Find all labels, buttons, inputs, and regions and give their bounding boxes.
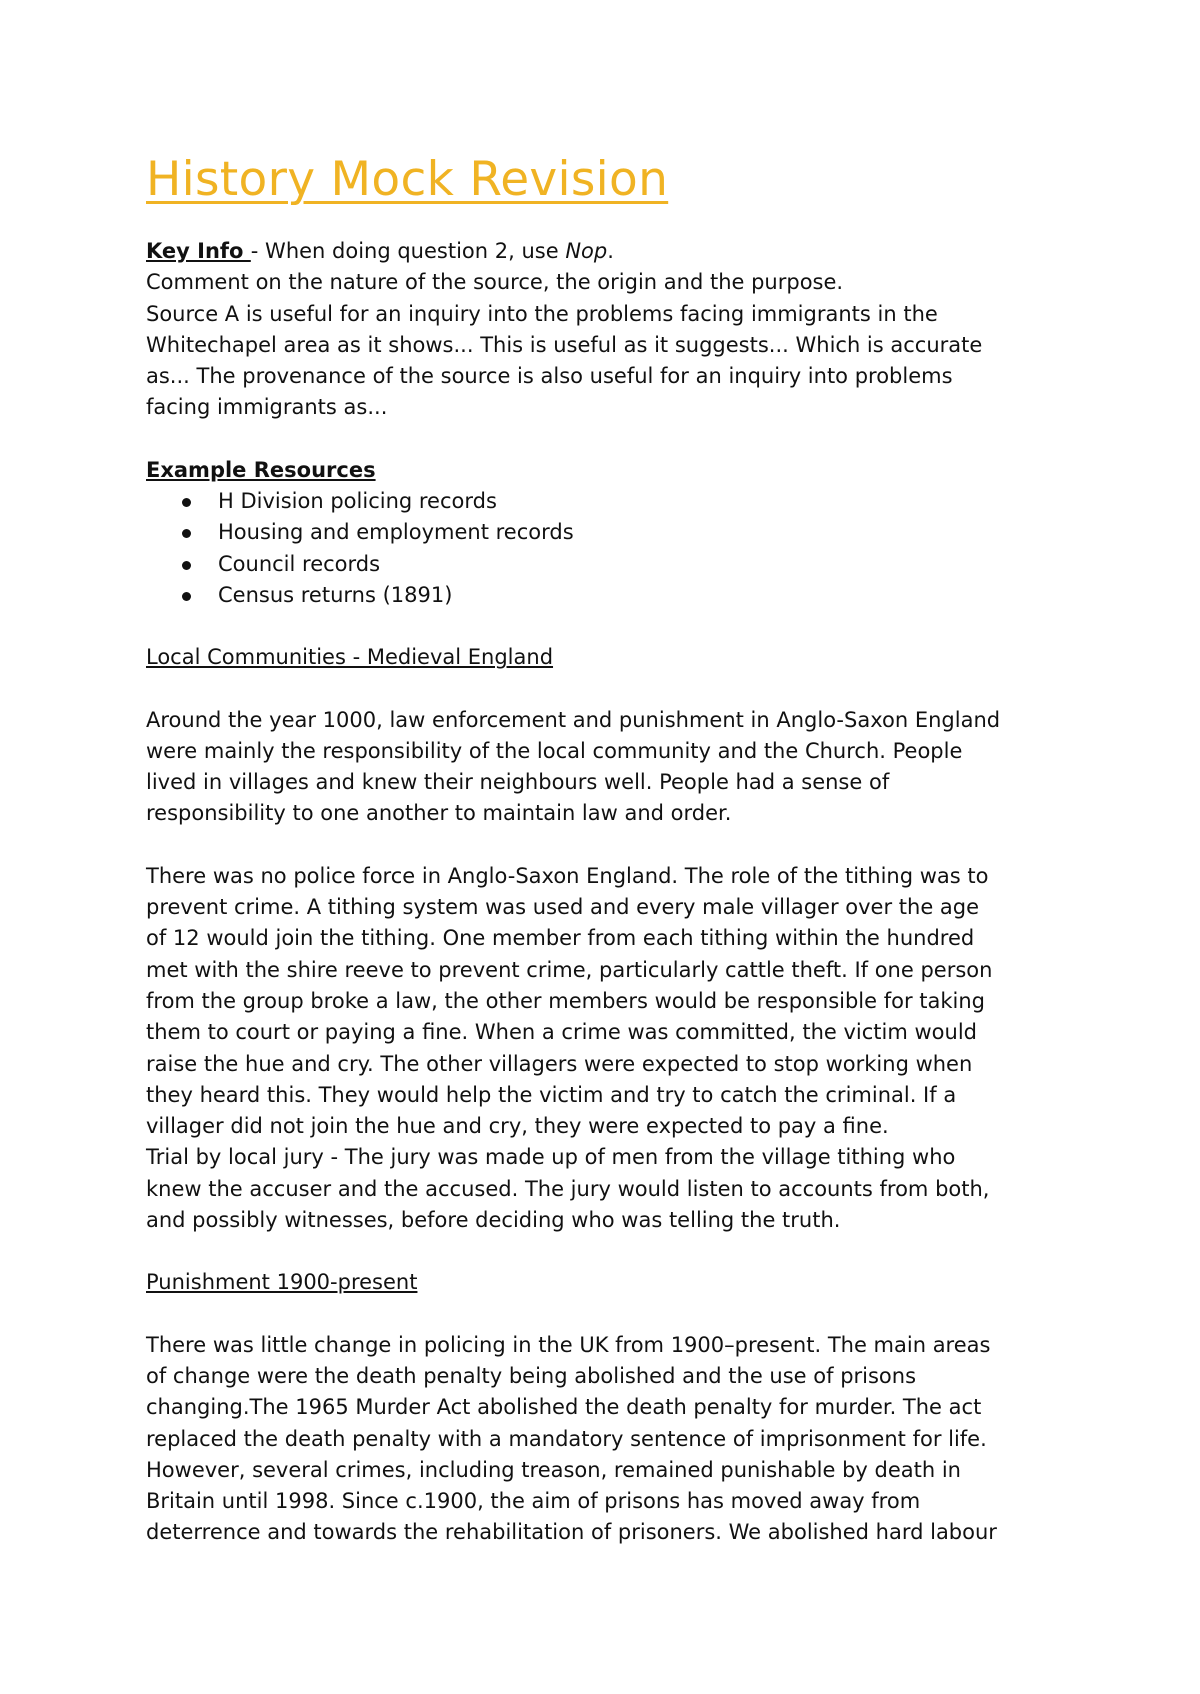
list-item-label: H Division policing records <box>218 489 497 514</box>
paragraph-line: replaced the death penalty with a mandatory sentence of imprisonment for life. <box>146 1426 987 1451</box>
paragraph-line: met with the shire reeve to prevent crime, particularly cattle theft. If one person <box>146 957 993 982</box>
local-communities-paragraph-2 <box>146 861 1086 1237</box>
paragraph-line: However, several crimes, including treason, remained punishable by death in <box>146 1457 961 1482</box>
paragraph-line: villager did not join the hue and cry, they were expected to pay a fine. <box>146 1114 889 1139</box>
local-communities-paragraph-1 <box>146 705 1086 830</box>
paragraph-line: were mainly the responsibility of the local community and the Church. People <box>146 738 963 763</box>
bullet-icon <box>182 498 191 507</box>
list-item-label: Census returns (1891) <box>218 582 453 607</box>
key-info-line <box>146 236 1086 267</box>
list-item <box>182 517 1086 548</box>
list-item <box>182 486 1086 517</box>
list-item <box>182 580 1086 611</box>
paragraph-line: There was little change in policing in the UK from 1900–present. The main areas <box>146 1332 991 1357</box>
punishment-heading <box>146 1267 1086 1298</box>
punishment-heading-text: Punishment 1900-present <box>146 1270 418 1295</box>
example-resources-heading-text: Example Resources <box>146 457 376 482</box>
bullet-icon <box>182 592 191 601</box>
key-info-text-line: Comment on the nature of the source, the origin and the purpose. <box>146 270 844 295</box>
document-page <box>146 150 1086 1549</box>
key-info-intro-end: . <box>607 239 614 263</box>
key-info-body <box>146 267 1086 423</box>
key-info-intro: - When doing question 2, use <box>250 239 566 263</box>
example-resources-list <box>146 486 1086 611</box>
key-info-text-line: Source A is useful for an inquiry into the problems facing immigrants in the <box>146 301 938 326</box>
key-info-text-line: Whitechapel area as it shows... This is useful as it suggests... Which is accurate <box>146 332 983 357</box>
list-item-label: Housing and employment records <box>218 520 574 545</box>
paragraph-line: they heard this. They would help the victim and try to catch the criminal. If a <box>146 1082 957 1107</box>
paragraph-line: Around the year 1000, law enforcement and punishment in Anglo-Saxon England <box>146 707 1001 732</box>
key-info-nop: Nop <box>565 239 608 263</box>
bullet-icon <box>182 561 191 570</box>
paragraph-line: Trial by local jury - The jury was made up of men from the village tithing who <box>146 1145 956 1170</box>
list-item-label: Council records <box>218 551 381 576</box>
paragraph-line: responsibility to one another to maintain law and order. <box>146 801 732 826</box>
paragraph-line: prevent crime. A tithing system was used and every male villager over the age <box>146 895 980 920</box>
paragraph-line: of 12 would join the tithing. One member from each tithing within the hundred <box>146 926 975 951</box>
local-communities-heading-text: Local Communities - Medieval England <box>146 645 554 670</box>
paragraph-line: and possibly witnesses, before deciding who was telling the truth. <box>146 1208 841 1233</box>
paragraph-line: lived in villages and knew their neighbours well. People had a sense of <box>146 770 890 795</box>
local-communities-heading <box>146 642 1086 673</box>
paragraph-line: Britain until 1998. Since c.1900, the aim of prisons has moved away from <box>146 1489 921 1514</box>
paragraph-line: of change were the death penalty being abolished and the use of prisons <box>146 1363 917 1388</box>
list-item <box>182 549 1086 580</box>
paragraph-line: There was no police force in Anglo-Saxon England. The role of the tithing was to <box>146 863 989 888</box>
key-info-heading: Key Info <box>146 239 251 263</box>
key-info-text-line: as... The provenance of the source is also useful for an inquiry into problems <box>146 364 953 389</box>
paragraph-line: deterrence and towards the rehabilitation of prisoners. We abolished hard labour <box>146 1520 997 1545</box>
paragraph-line: them to court or paying a fine. When a crime was committed, the victim would <box>146 1020 977 1045</box>
key-info-text-line: facing immigrants as... <box>146 395 388 420</box>
example-resources-heading <box>146 455 1086 486</box>
paragraph-line: changing.The 1965 Murder Act abolished the death penalty for murder. The act <box>146 1395 982 1420</box>
bullet-icon <box>182 529 191 538</box>
document-title: History Mock Revision <box>146 152 669 207</box>
paragraph-line: from the group broke a law, the other members would be responsible for taking <box>146 988 986 1013</box>
paragraph-line: knew the accuser and the accused. The jury would listen to accounts from both, <box>146 1176 990 1201</box>
paragraph-line: raise the hue and cry. The other villagers were expected to stop working when <box>146 1051 973 1076</box>
punishment-paragraph <box>146 1330 1086 1549</box>
